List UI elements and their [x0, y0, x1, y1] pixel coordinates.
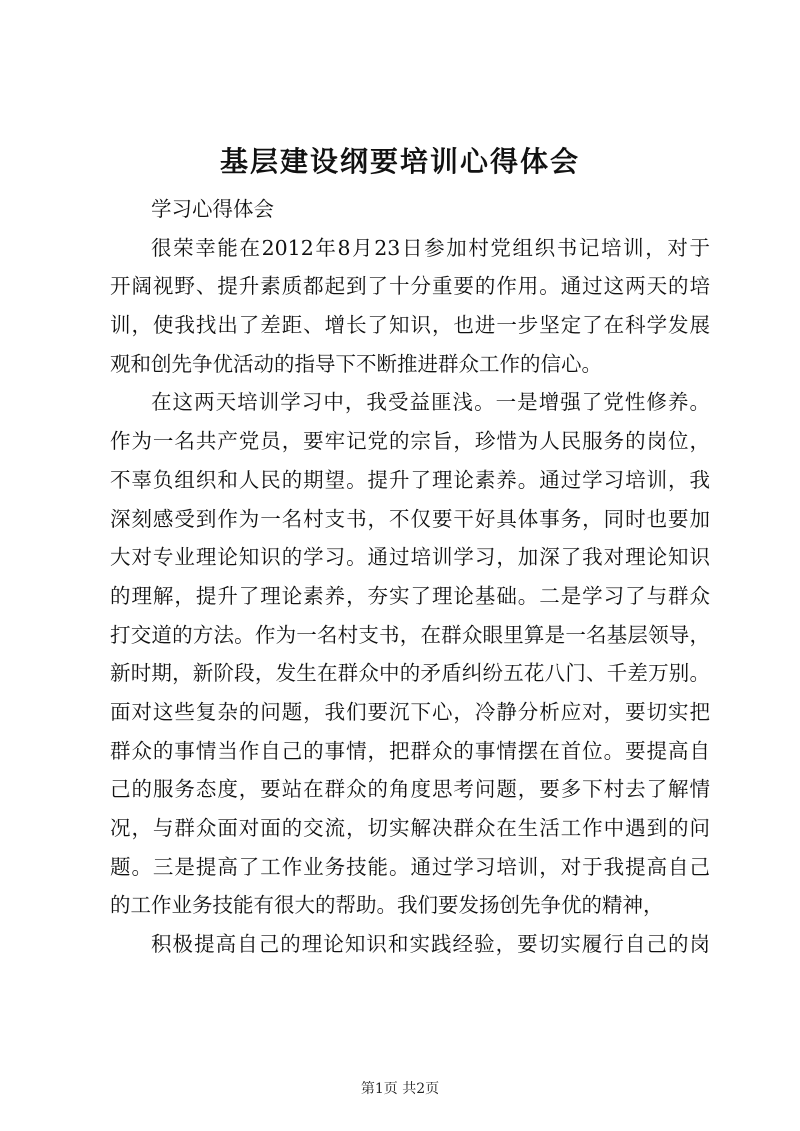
page-number: 第1页 共2页	[360, 1081, 440, 1097]
text-line: 训，使我找出了差距、增长了知识，也进一步坚定了在科学发展	[110, 313, 710, 338]
text-line: 新时期，新阶段，发生在群众中的矛盾纠纷五花八门、千差万别。	[110, 661, 710, 686]
document-title: 基层建设纲要培训心得体会	[219, 145, 580, 178]
document-body	[110, 190, 710, 964]
text-line: 学习心得体会	[151, 197, 274, 221]
text-line: 作为一名共产党员，要牢记党的宗旨，珍惜为人民服务的岗位，	[110, 429, 710, 454]
text-line: 面对这些复杂的问题，我们要沉下心，冷静分析应对，要切实把	[110, 699, 710, 724]
text-line: 很荣幸能在2012年8月23日参加村党组织书记培训，对于	[151, 235, 710, 260]
text-line: 观和创先争优活动的指导下不断推进群众工作的信心。	[110, 351, 602, 376]
text-line: 不辜负组织和人民的期望。提升了理论素养。通过学习培训，我	[110, 467, 710, 492]
text-line: 打交道的方法。作为一名村支书，在群众眼里算是一名基层领导，	[110, 622, 710, 647]
text-line: 深刻感受到作为一名村支书，不仅要干好具体事务，同时也要加	[110, 506, 710, 531]
text-line: 积极提高自己的理论知识和实践经验，要切实履行自己的岗	[151, 932, 710, 957]
text-line: 的理解，提升了理论素养，夯实了理论基础。二是学习了与群众	[110, 583, 710, 608]
text-line: 群众的事情当作自己的事情，把群众的事情摆在首位。要提高自	[110, 738, 710, 763]
text-line: 在这两天培训学习中，我受益匪浅。一是增强了党性修养。	[151, 390, 710, 415]
text-line: 况，与群众面对面的交流，切实解决群众在生活工作中遇到的问	[110, 816, 710, 840]
text-line: 题。三是提高了工作业务技能。通过学习培训，对于我提高自己	[110, 854, 710, 879]
text-line: 大对专业理论知识的学习。通过培训学习，加深了我对理论知识	[110, 545, 710, 570]
text-line: 己的服务态度，要站在群众的角度思考问题，要多下村去了解情	[110, 777, 710, 802]
text-line: 开阔视野、提升素质都起到了十分重要的作用。通过这两天的培	[110, 274, 710, 299]
text-line: 的工作业务技能有很大的帮助。我们要发扬创先争优的精神，	[110, 893, 664, 918]
